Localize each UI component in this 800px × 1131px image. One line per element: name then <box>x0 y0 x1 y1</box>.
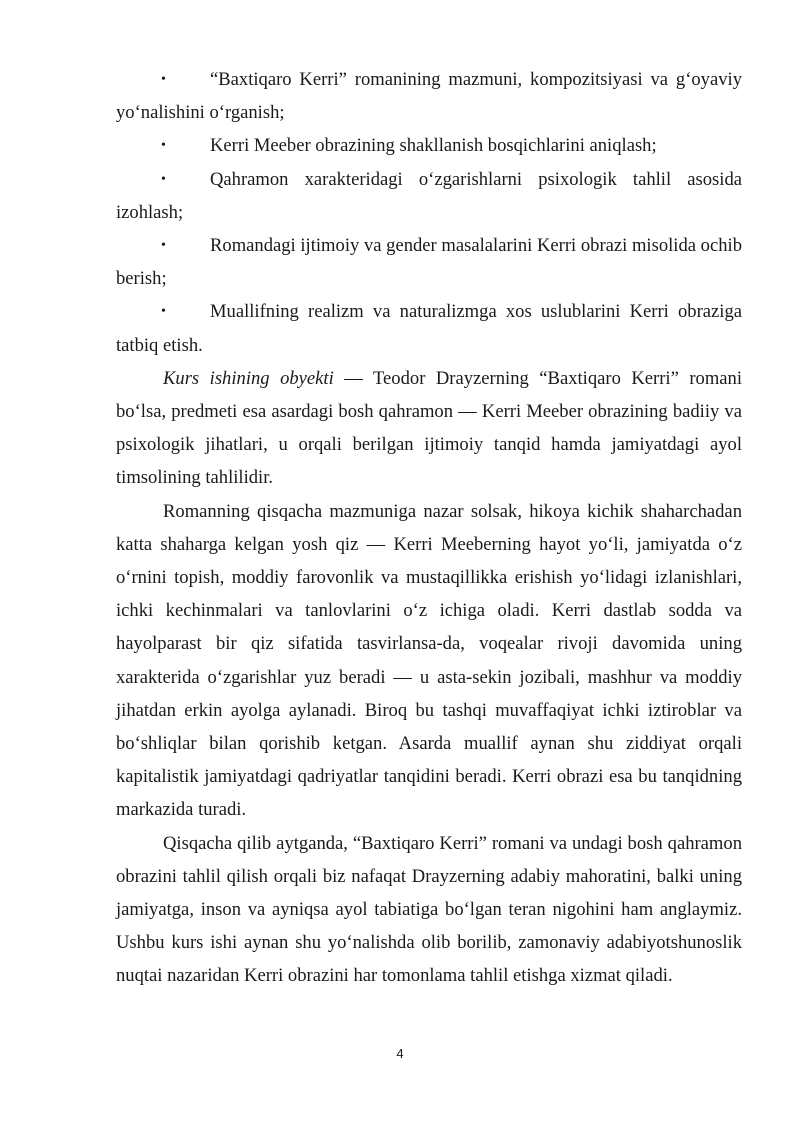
bullet-item <box>116 295 742 361</box>
object-paragraph-text: — Teodor Drayzerning “Baxtiqaro Kerri” romani bo‘lsa, predmeti esa asardagi bosh qahramon — Kerri Meeber obrazining badiiy va psixologik jihatlari, u orqali berilgan ijtimoiy tanqid hamda jamiyatdagi ayol timsolining tahlilidir. <box>116 367 742 489</box>
bullet-dot-icon: • <box>161 72 166 87</box>
bullet-text: Qahramon xarakteridagi o‘zgarishlarni psixologik tahlil asosida izohlash; <box>116 168 742 223</box>
bullet-dot-icon: • <box>161 138 166 154</box>
object-lead-italic: Kurs ishining obyekti <box>163 367 334 389</box>
bullet-text: Romandagi ijtimoiy va gender masalalarini Kerri obrazi misolida ochib berish; <box>116 235 742 290</box>
page-number: 4 <box>396 1046 404 1061</box>
bullet-text: Muallifning realizm va naturalizmga xos uslublarini Kerri obraziga tatbiq etish. <box>116 301 742 356</box>
object-paragraph <box>116 362 742 495</box>
bullet-dot-icon: • <box>161 238 166 254</box>
bullet-text: “Baxtiqaro Kerri” romanining mazmuni, kompozitsiyasi va g‘oyaviy yo‘nalishini o‘rganish; <box>116 69 742 124</box>
bullet-dot-icon: • <box>161 304 166 320</box>
bullet-item <box>116 229 742 295</box>
bullet-item <box>116 129 742 162</box>
bullet-item <box>116 63 742 129</box>
summary-paragraph: Romanning qisqacha mazmuniga nazar solsak, hikoya kichik shaharchadan katta shaharga kelgan yosh qiz — Kerri Meeberning hayot yo‘li, jamiyatda o‘z o‘rnini topish, moddiy farovonlik va mustaqillikka erishish yo‘lidagi izlanishlari, ichki kechinmalari va tanlovlarini o‘z ichiga oladi. Kerri dastlab sodda va hayolparast bir qiz sifatida tasvirlansa-da, voqealar rivoji davomida uning xarakterida o‘zgarishlar yuz beradi — u asta-sekin jozibali, mashhur va moddiy jihatdan erkin ayolga aylanadi. Biroq bu tashqi muvaffaqiyat ichki iztiroblar va bo‘shliqlar bilan qorishib ketgan. Asarda muallif aynan shu ziddiyat orqali kapitalistik jamiyatdagi qadriyatlar tanqidini beradi. Kerri obrazi esa bu tanqidning markazida turadi. <box>116 500 742 821</box>
bullet-text: Kerri Meeber obrazining shakllanish bosqichlarini aniqlash; <box>210 135 657 157</box>
bullet-dot-icon: • <box>161 171 166 187</box>
bullet-item <box>116 163 742 229</box>
page-body <box>116 63 742 993</box>
conclusion-paragraph: Qisqacha qilib aytganda, “Baxtiqaro Kerri” romani va undagi bosh qahramon obrazini tahlil qilish orqali biz nafaqat Drayzerning adabiy mahoratini, balki uning jamiyatga, inson va ayniqsa ayol tabiatiga bo‘lgan teran nigohini ham anglaymiz. Ushbu kurs ishi aynan shu yo‘nalishda olib borilib, zamonaviy adabiyotshunoslik nuqtai nazaridan Kerri obrazini har tomonlama tahlil etishga xizmat qiladi. <box>116 832 742 987</box>
